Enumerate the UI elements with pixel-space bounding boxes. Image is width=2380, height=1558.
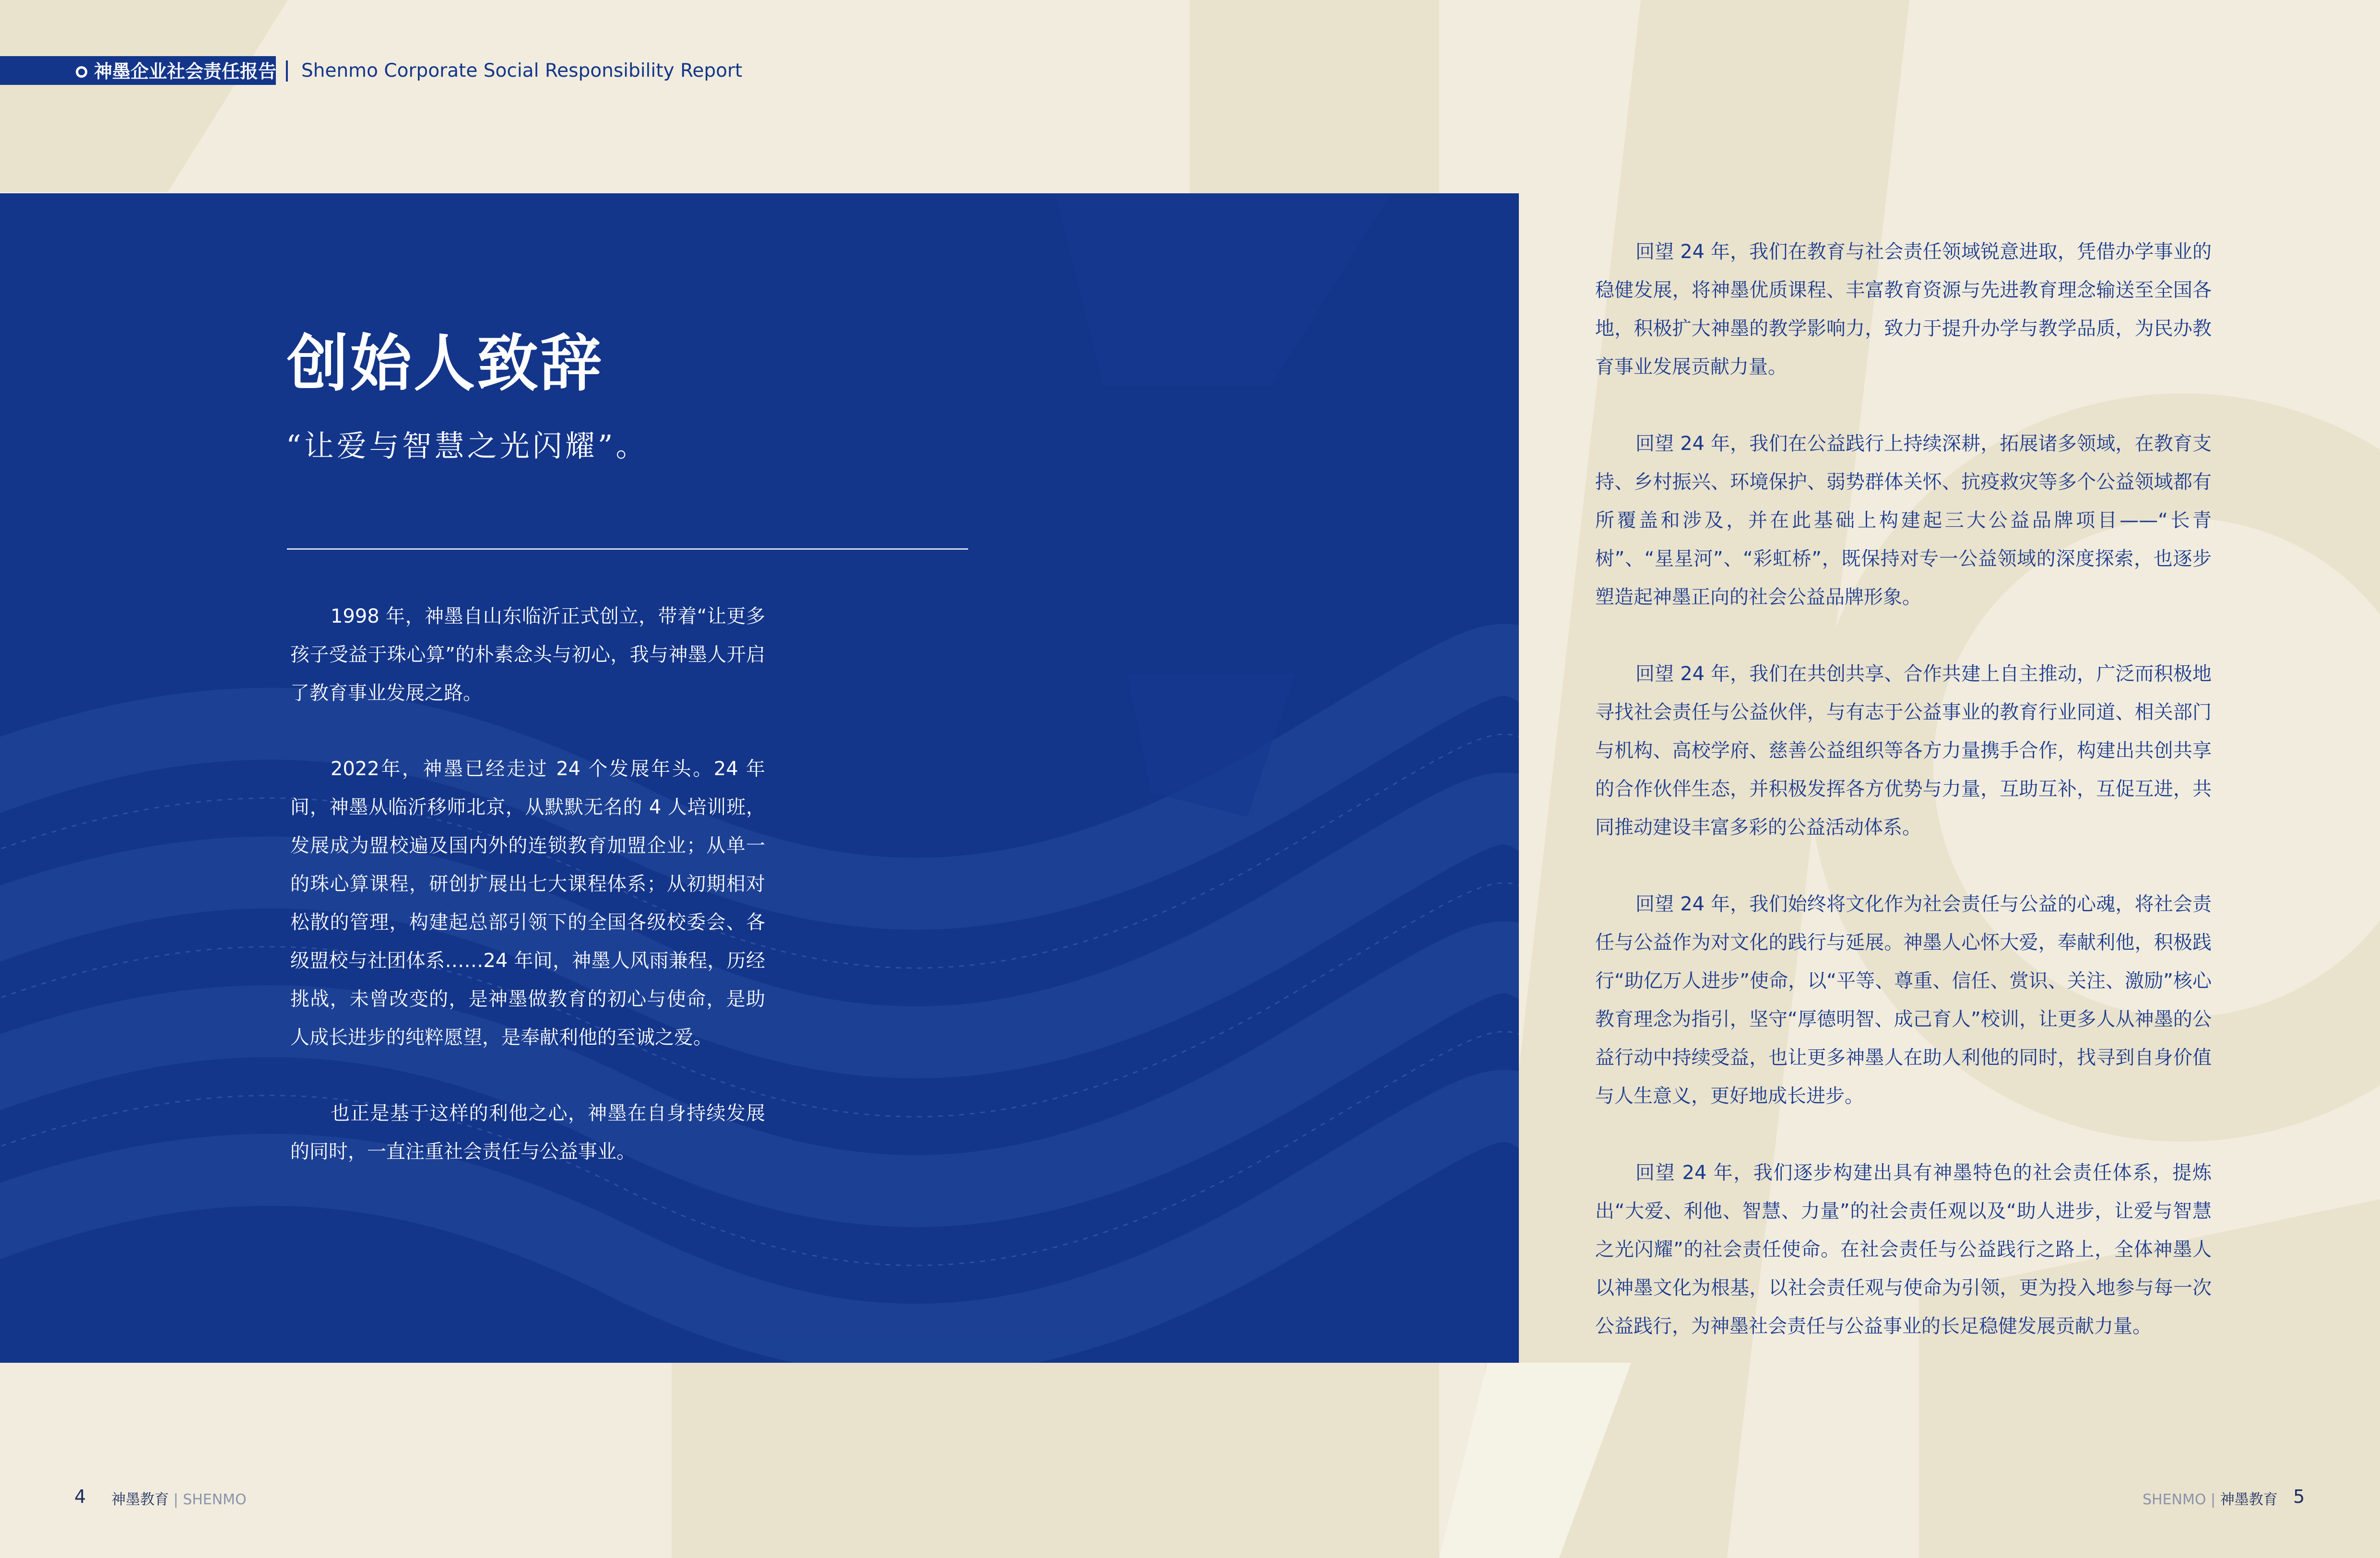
left-body-text: [290, 597, 765, 1208]
footer-brand-right: [2143, 1487, 2278, 1509]
page-number-right: 5: [2293, 1486, 2305, 1507]
paragraph: 回望 24 年，我们在共创共享、合作共建上自主推动，广泛而积极地寻找社会责任与公益伙伴，与有志于公益事业的教育行业同道、相关部门与机构、高校学府、慈善公益组织等各方力量携手合作，构建出共创共享的合作伙伴生态，并积极发挥各方优势与力量，互助互补，互促互进，共同推动建设丰富多彩的公益活动体系。: [1595, 663, 2212, 838]
right-body-text: [1595, 233, 2212, 1384]
brand-separator: |: [2206, 1491, 2220, 1508]
header-divider: [286, 60, 288, 82]
footer-brand-left: [111, 1487, 247, 1509]
report-title-en: Shenmo Corporate Social Responsibility Report: [301, 60, 743, 82]
page-title: 创始人致辞: [287, 328, 604, 400]
brand-en: SHENMO: [2143, 1491, 2206, 1508]
page-number-left: 4: [74, 1486, 86, 1507]
paragraph: 2022年，神墨已经走过 24 个发展年头。24 年间，神墨从临沂移师北京，从默默无名的 4 人培训班，发展成为盟校遍及国内外的连锁教育加盟企业；从单一的珠心算课程，研创扩展出七大课程体系；从初期相对松散的管理，构建起总部引领下的全国各级校委会、各级盟校与社团体系……24 年间，神墨人风雨兼程，历经挑战，未曾改变的，是神墨做教育的初心与使命，是助人成长进步的纯粹愿望，是奉献利他的至诚之爱。: [290, 758, 765, 1049]
brand-cn: 神墨教育: [111, 1491, 169, 1508]
brand-en: SHENMO: [183, 1491, 247, 1508]
circle-icon: [76, 66, 87, 78]
paragraph: 回望 24 年，我们逐步构建出具有神墨特色的社会责任体系，提炼出“大爱、利他、智慧、力量”的社会责任观以及“助人进步，让爱与智慧之光闪耀”的社会责任使命。在社会责任与公益践行之路上，全体神墨人以神墨文化为根基，以社会责任观与使命为引领，更为投入地参与每一次公益践行，为神墨社会责任与公益事业的长足稳健发展贡献力量。: [1595, 1162, 2212, 1337]
divider-line: [287, 548, 968, 550]
paragraph: 回望 24 年，我们在教育与社会责任领域锐意进取，凭借办学事业的稳健发展，将神墨优质课程、丰富教育资源与先进教育理念输送至全国各地，积极扩大神墨的教学影响力，致力于提升办学与教学品质，为民办教育事业发展贡献力量。: [1595, 241, 2212, 378]
paragraph: 回望 24 年，我们在公益践行上持续深耕，拓展诸多领域，在教育支持、乡村振兴、环境保护、弱势群体关怀、抗疫救灾等多个公益领域都有所覆盖和涉及，并在此基础上构建起三大公益品牌项目——“长青树”、“星星河”、“彩虹桥”，既保持对专一公益领域的深度探索，也逐步塑造起神墨正向的社会公益品牌形象。: [1595, 433, 2212, 608]
report-title-cn: 神墨企业社会责任报告: [94, 61, 277, 82]
founder-quote: “让爱与智慧之光闪耀”。: [286, 428, 649, 463]
brand-separator: |: [169, 1491, 183, 1508]
paragraph: 回望 24 年，我们始终将文化作为社会责任与公益的心魂，将社会责任与公益作为对文化的践行与延展。神墨人心怀大爱，奉献利他，积极践行“助亿万人进步”使命，以“平等、尊重、信任、赏识、关注、激励”核心教育理念为指引，坚守“厚德明智、成己育人”校训，让更多人从神墨的公益行动中持续受益，也让更多神墨人在助人利他的同时，找寻到自身价值与人生意义，更好地成长进步。: [1595, 893, 2212, 1107]
paragraph: 也正是基于这样的利他之心，神墨在自身持续发展的同时，一直注重社会责任与公益事业。: [290, 1102, 765, 1163]
brand-cn: 神墨教育: [2220, 1491, 2278, 1508]
paragraph: 1998 年，神墨自山东临沂正式创立，带着“让更多孩子受益于珠心算”的朴素念头与初心，我与神墨人开启了教育事业发展之路。: [290, 605, 765, 704]
